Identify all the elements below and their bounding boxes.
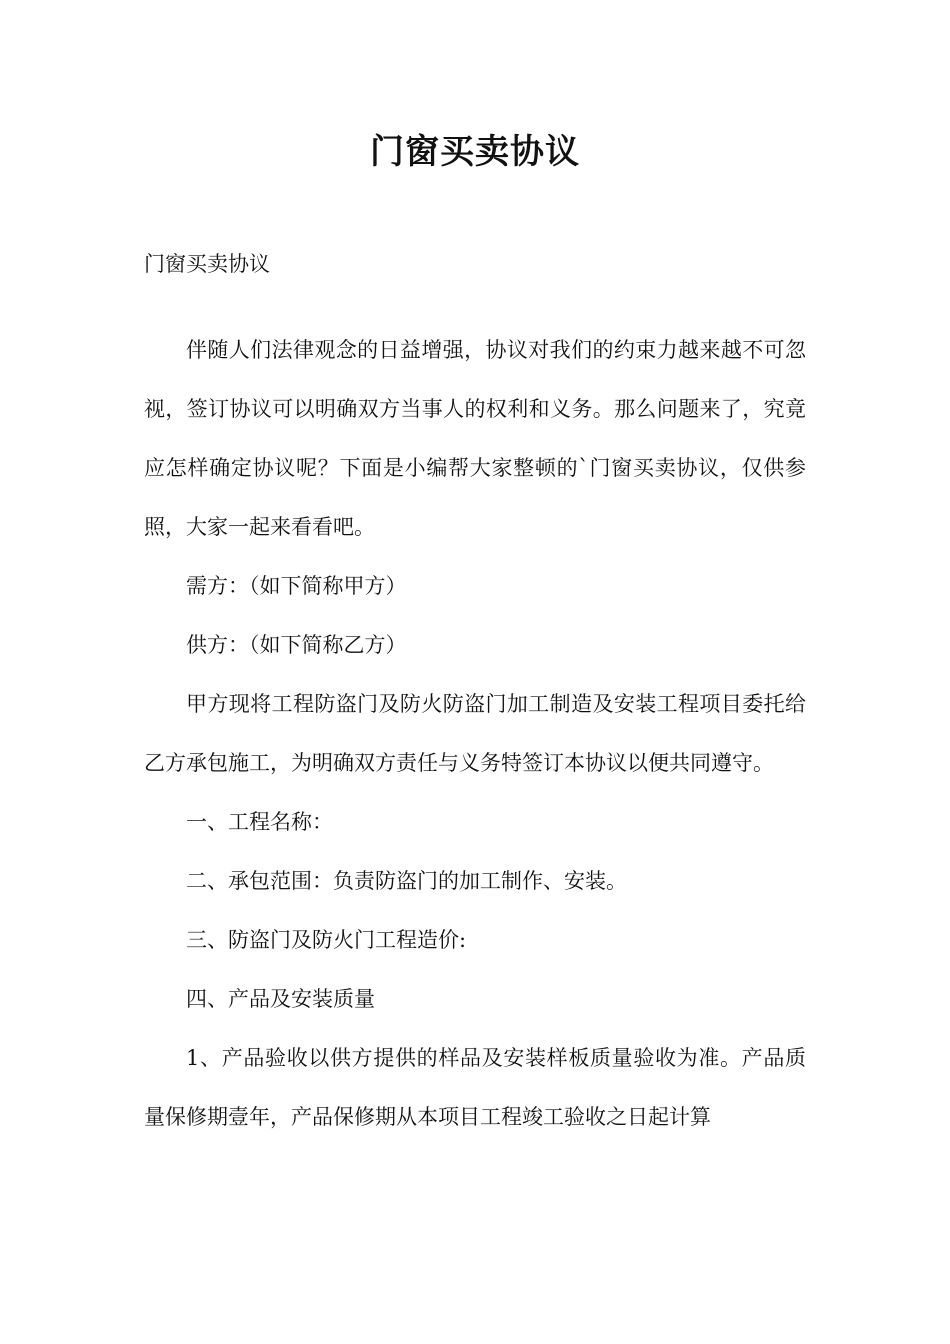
section-quality: 四、产品及安装质量 — [186, 987, 375, 1011]
supplier-line: 供方：（如下简称乙方） — [186, 633, 407, 657]
document-subtitle: 门窗买卖协议 — [144, 252, 270, 276]
section-project-name: 一、工程名称： — [186, 810, 333, 834]
quality-clause-1: 1、产品验收以供方提供的样品及安装样板质量验收为准。产品质量保修期壹年，产品保修期从本项目工程竣工验收之日起计算 — [144, 1046, 806, 1129]
section-scope: 二、承包范围：负责防盗门的加工制作、安装。 — [186, 869, 627, 893]
section-cost: 三、防盗门及防火门工程造价: — [186, 928, 467, 952]
buyer-line: 需方：（如下简称甲方） — [186, 574, 407, 598]
commission-paragraph: 甲方现将工程防盗门及防火防盗门加工制造及安装工程项目委托给乙方承包施工，为明确双方责任与义务特签订本协议以便共同遵守。 — [144, 692, 806, 775]
intro-paragraph: 伴随人们法律观念的日益增强，协议对我们的约束力越来越不可忽视，签订协议可以明确双方当事人的权利和义务。那么问题来了，究竟应怎样确定协议呢？下面是小编帮大家整顿的`门窗买卖协议，仅供参照，大家一起来看看吧。 — [144, 338, 806, 539]
document-body — [144, 321, 806, 1147]
document-title: 门窗买卖协议 — [370, 132, 580, 172]
